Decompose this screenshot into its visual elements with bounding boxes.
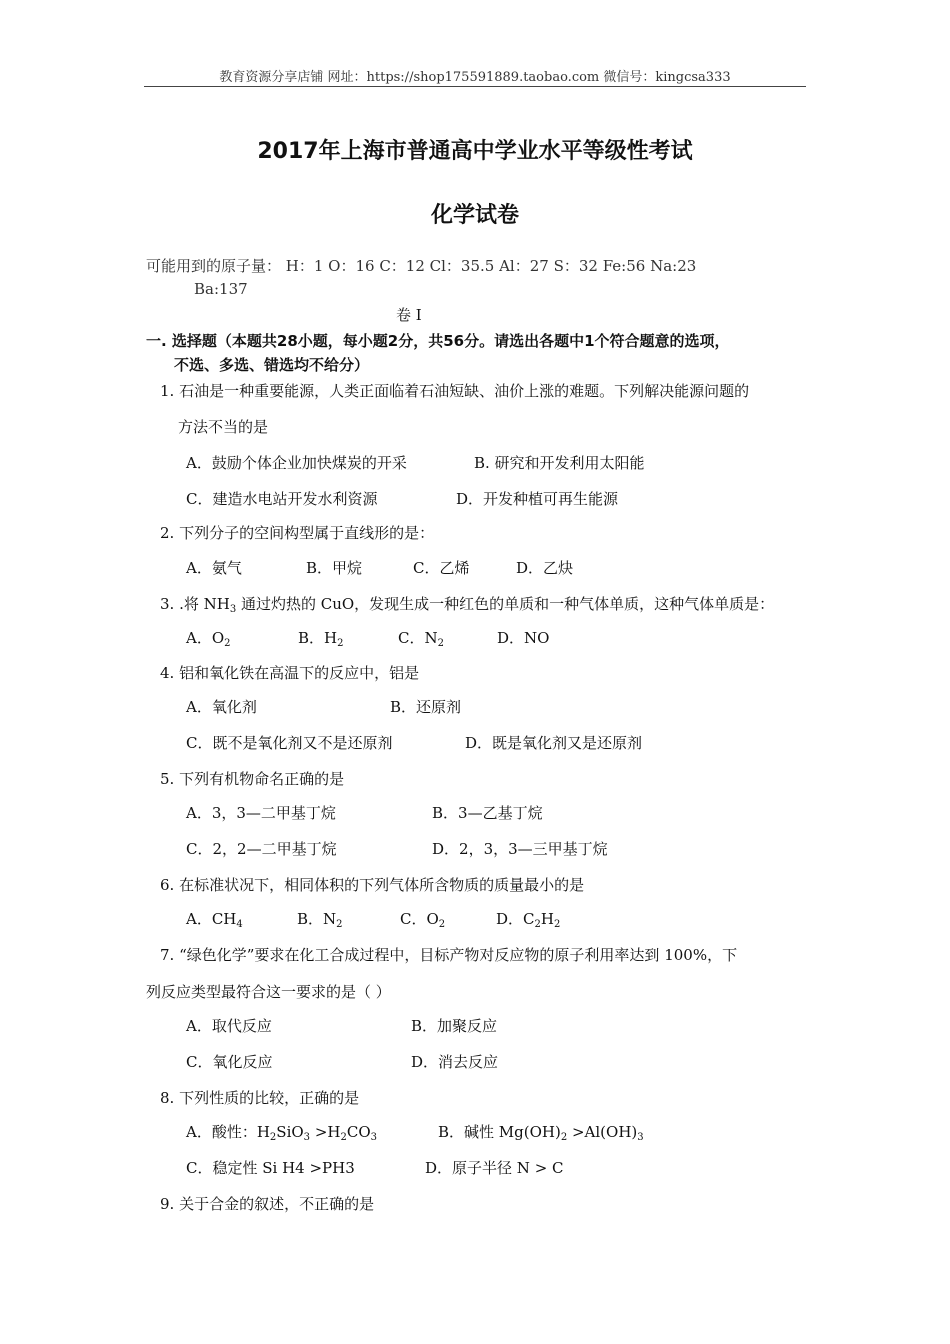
question-2-stem: 2. 下列分子的空间构型属于直线形的是： bbox=[160, 524, 435, 542]
question-1-option-c: C．建造水电站开发水利资源 bbox=[186, 490, 378, 508]
question-7-option-c: C．氧化反应 bbox=[186, 1053, 273, 1071]
question-4-option-b: B．还原剂 bbox=[390, 698, 462, 716]
question-1-option-d: D．开发种植可再生能源 bbox=[456, 490, 619, 508]
question-8-option-d: D．原子半径 N > C bbox=[425, 1159, 564, 1177]
question-8-stem: 8. 下列性质的比较，正确的是 bbox=[160, 1089, 360, 1107]
question-7-option-a: A．取代反应 bbox=[186, 1017, 272, 1035]
page-header: 教育资源分享店铺 网址：https://shop175591889.taobao.com 微信号：kingcsa333 bbox=[219, 70, 731, 85]
exam-title: 2017年上海市普通高中学业水平等级性考试 bbox=[257, 139, 693, 164]
question-7-stem-cont: 列反应类型最符合这一要求的是（ ） bbox=[146, 983, 391, 1001]
question-7-option-b: B．加聚反应 bbox=[411, 1017, 498, 1035]
question-5-option-a: A．3，3—二甲基丁烷 bbox=[186, 804, 336, 822]
atomic-masses-line2: Ba:137 bbox=[194, 280, 248, 298]
question-1-option-a: A．鼓励个体企业加快煤炭的开采 bbox=[186, 454, 407, 472]
question-1-stem-cont: 方法不当的是 bbox=[178, 418, 269, 436]
question-2-option-d: D．乙炔 bbox=[516, 559, 574, 577]
question-7-option-d: D．消去反应 bbox=[411, 1053, 499, 1071]
question-1-option-b: B. 研究和开发利用太阳能 bbox=[474, 454, 645, 472]
question-9-stem: 9. 关于合金的叙述，不正确的是 bbox=[160, 1195, 375, 1213]
question-4-stem: 4. 铝和氧化铁在高温下的反应中，铝是 bbox=[160, 664, 420, 682]
question-8-option-b: B．碱性 $Mg(OH)_2 >Al(OH)_3$ bbox=[438, 1123, 644, 1143]
header-divider bbox=[144, 86, 806, 87]
question-6-option-a: A．$CH_4$ bbox=[186, 910, 243, 930]
question-2-option-a: A．氨气 bbox=[186, 559, 242, 577]
question-6-stem: 6. 在标准状况下，相同体积的下列气体所含物质的质量最小的是 bbox=[160, 876, 585, 894]
question-4-option-d: D．既是氧化剂又是还原剂 bbox=[465, 734, 643, 752]
question-4-option-c: C．既不是氧化剂又不是还原剂 bbox=[186, 734, 393, 752]
section-heading-line1: 一. 选择题（本题共28小题，每小题2分，共56分。请选出各题中1个符合题意的选项， bbox=[146, 332, 730, 350]
question-1-stem: 1. 石油是一种重要能源，人类正面临着石油短缺、油价上涨的难题。下列解决能源问题的 bbox=[160, 382, 750, 400]
question-6-option-c: C．$O_2$ bbox=[400, 910, 446, 930]
question-3-option-b: B．$H_2$ bbox=[298, 629, 344, 649]
question-5-option-b: B．3—乙基丁烷 bbox=[432, 804, 543, 822]
question-3-option-d: D．NO bbox=[497, 629, 550, 647]
question-6-option-b: B．$N_2$ bbox=[297, 910, 343, 930]
question-7-stem: 7. “绿色化学”要求在化工合成过程中，目标产物对反应物的原子利用率达到 100%，下 bbox=[160, 946, 738, 964]
question-6-option-d: D．$C_2H_2$ bbox=[496, 910, 561, 930]
question-8-option-c: C．稳定性 Si H4 >PH3 bbox=[186, 1159, 355, 1177]
exam-subtitle: 化学试卷 bbox=[430, 203, 519, 228]
question-3-stem: 3. .将 $NH_3$ 通过灼热的 CuO，发现生成一种红色的单质和一种气体单质，这种气体单质是： bbox=[160, 595, 775, 615]
question-4-option-a: A．氧化剂 bbox=[186, 698, 257, 716]
question-3-option-a: A．$O_2$ bbox=[186, 629, 231, 649]
section-heading-line2: 不选、多选、错选均不给分） bbox=[174, 356, 370, 374]
atomic-masses-line1: 可能用到的原子量： H：1 O：16 C：12 Cl：35.5 Al：27 S：32 Fe:56 Na:23 bbox=[146, 257, 697, 275]
question-8-option-a: A．酸性：$H_2SiO_3 >H_2CO_3$ bbox=[186, 1123, 377, 1143]
volume-label: 卷 I bbox=[396, 306, 422, 324]
question-2-option-b: B．甲烷 bbox=[306, 559, 363, 577]
question-5-option-d: D．2，3，3—三甲基丁烷 bbox=[432, 840, 608, 858]
question-5-option-c: C．2，2—二甲基丁烷 bbox=[186, 840, 337, 858]
question-2-option-c: C．乙烯 bbox=[413, 559, 470, 577]
question-3-option-c: C．$N_2$ bbox=[398, 629, 444, 649]
question-5-stem: 5. 下列有机物命名正确的是 bbox=[160, 770, 345, 788]
